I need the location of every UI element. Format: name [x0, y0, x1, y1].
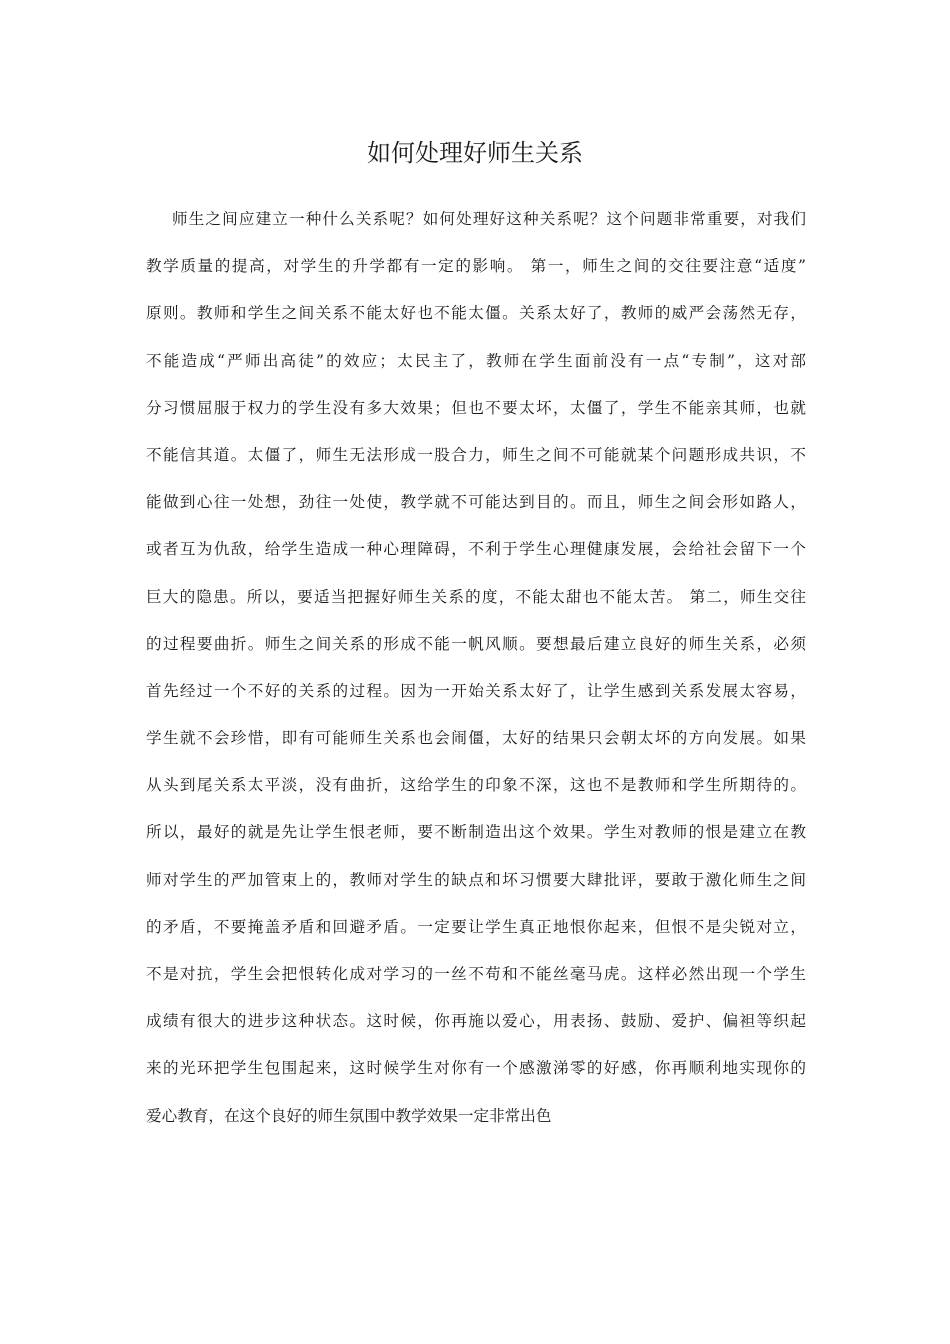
document-body	[146, 196, 806, 1140]
body-line: 不是对抗，学生会把恨转化成对学习的一丝不苟和不能丝毫马虎。这样必然出现一个学生	[146, 965, 806, 983]
body-line: 师生之间应建立一种什么关系呢？如何处理好这种关系呢？这个问题非常重要，对我们	[172, 210, 806, 228]
body-line: 来的光环把学生包围起来，这时候学生对你有一个感激涕零的好感，你再顺利地实现你的	[146, 1059, 806, 1078]
document-title: 如何处理好师生关系	[367, 139, 583, 167]
body-line: 爱心教育，在这个良好的师生氛围中教学效果一定非常出色	[146, 1106, 552, 1125]
body-line: 的过程要曲折。师生之间关系的形成不能一帆风顺。要想最后建立良好的师生关系，必须	[146, 634, 806, 653]
body-line: 学生就不会珍惜，即有可能师生关系也会闹僵，太好的结果只会朝太坏的方向发展。如果	[146, 729, 806, 748]
body-line: 巨大的隐患。所以，要适当把握好师生关系的度，不能太甜也不能太苦。 第二，师生交往	[146, 587, 806, 606]
body-line: 教学质量的提高，对学生的升学都有一定的影响。 第一，师生之间的交往要注意“适度”	[146, 257, 806, 276]
body-line: 或者互为仇敌，给学生造成一种心理障碍，不利于学生心理健康发展，会给社会留下一个	[146, 540, 806, 559]
body-line: 能做到心往一处想，劲往一处使，教学就不可能达到目的。而且，师生之间会形如路人，	[146, 493, 806, 512]
body-line: 首先经过一个不好的关系的过程。因为一开始关系太好了，让学生感到关系发展太容易，	[146, 681, 806, 700]
body-line: 不能信其道。太僵了，师生无法形成一股合力，师生之间不可能就某个问题形成共识，不	[146, 445, 806, 464]
body-line: 从头到尾关系太平淡，没有曲折，这给学生的印象不深，这也不是教师和学生所期待的。	[146, 776, 806, 795]
body-line: 分习惯屈服于权力的学生没有多大效果；但也不要太坏，太僵了，学生不能亲其师，也就	[146, 398, 806, 417]
body-line: 所以，最好的就是先让学生恨老师，要不断制造出这个效果。学生对教师的恨是建立在教	[146, 823, 806, 842]
body-line: 不能造成“严师出高徒”的效应；太民主了，教师在学生面前没有一点“专制”，这对部	[146, 351, 806, 370]
body-line: 师对学生的严加管束上的，教师对学生的缺点和坏习惯要大肆批评，要敢于激化师生之间	[146, 870, 806, 889]
body-line: 成绩有很大的进步这种状态。这时候，你再施以爱心，用表扬、鼓励、爱护、偏袒等织起	[146, 1012, 806, 1031]
body-line: 原则。教师和学生之间关系不能太好也不能太僵。关系太好了，教师的威严会荡然无存，	[146, 304, 806, 323]
body-line: 的矛盾，不要掩盖矛盾和回避矛盾。一定要让学生真正地恨你起来，但恨不是尖锐对立，	[146, 917, 806, 936]
